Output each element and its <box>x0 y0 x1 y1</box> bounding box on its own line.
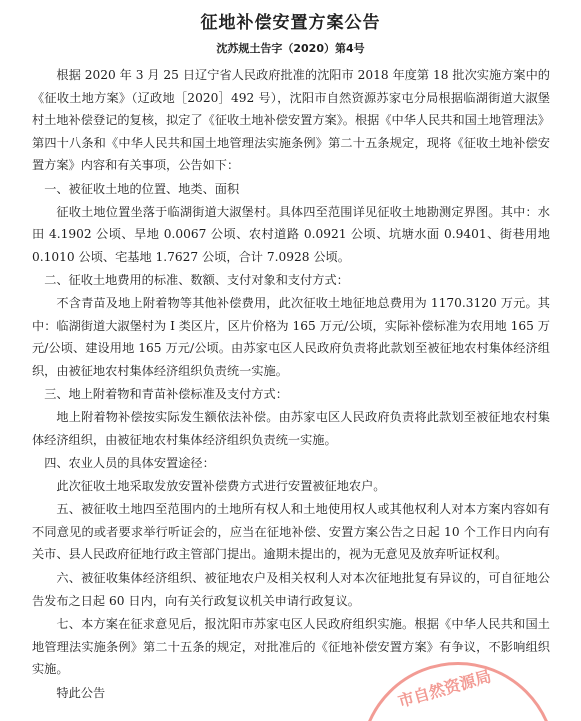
notice-body <box>32 64 550 706</box>
section-heading-3: 三、地上附着物和青苗补偿标准及支付方式： <box>44 387 288 402</box>
section-6-paragraph: 六、被征收集体经济组织、被征地农户及相关权利人对本次征地批复有异议的，可自征地公告发布之日起 60 日内，向有关行政复议机关申请行政复议。 <box>32 571 550 608</box>
section-2-paragraph: 不含青苗及地上附着物等其他补偿费用，此次征收土地征地总费用为 1170.3120 万元。其中：临湖街道大淑堡村为 I 类区片，区片价格为 165 万元/公顷，实际补偿标准为农用地 165 万元/公顷、建设用地 165 万元/公顷。由苏家屯区人民政府负责将此款划至被征地农村集体经济组织，由被征地农村集体经济组织负责统一实施。 <box>32 295 550 378</box>
closing-line: 特此公告 <box>56 686 106 701</box>
section-heading-4: 四、农业人员的具体安置途径： <box>44 456 215 471</box>
document-number: 沈苏规土告字（2020）第4号 <box>216 42 365 55</box>
intro-paragraph: 根据 2020 年 3 月 25 日辽宁省人民政府批准的沈阳市 2018 年度第 18 批次实施方案中的《征收土地方案》（辽政地［2020］492 号），沈阳市自然资源苏家屯分局根据临湖街道大淑堡村土地补偿登记的复核，拟定了《征收土地补偿安置方案》。根据《中华人民共和国土地管理法》第四十八条和《中华人民共和国土地管理法实施条例》第二十五条规定，现将《征收土地补偿安置方案》内容和有关事项，公告如下： <box>32 68 550 173</box>
section-5-paragraph: 五、被征收土地四至范围内的土地所有权人和土地使用权人或其他权利人对本方案内容如有不同意见的或者要求举行听证会的，应当在征地补偿、安置方案公告之日起 10 个工作日内向有关市、县人民政府征地行政主管部门提出。逾期未提出的，视为无意见及放弃听证权利。 <box>32 502 550 562</box>
section-4-paragraph: 此次征收土地采取发放安置补偿费方式进行安置被征地农户。 <box>56 478 386 493</box>
official-seal-text: 市自然资源局 <box>395 666 494 712</box>
section-3-paragraph: 地上附着物补偿按实际发生额依法补偿。由苏家屯区人民政府负责将此款划至被征地农村集体经济组织，由被征地农村集体经济组织负责统一实施。 <box>32 409 550 447</box>
notice-title: 征地补偿安置方案公告 <box>200 13 381 33</box>
section-1-paragraph: 征收土地位置坐落于临湖街道大淑堡村。具体四至范围详见征收土地勘测定界图。其中：水田 4.1902 公顷、旱地 0.0067 公顷、农村道路 0.0921 公顷、坑塘水面 0.9401、街巷用地 0.1010 公顷、宅基地 1.7627 公顷，合计 7.0928 公顷。 <box>32 204 550 264</box>
section-heading-1: 一、被征收土地的位置、地类、面积 <box>44 181 240 196</box>
section-7-paragraph: 七、本方案在征求意见后，报沈阳市苏家屯区人民政府组织实施。根据《中华人民共和国土地管理法实施条例》第二十五条的规定，对批准后的《征地补偿安置方案》有争议，不影响组织实施。 <box>32 617 550 677</box>
section-heading-2: 二、征收土地费用的标准、数额、支付对象和支付方式： <box>44 273 349 288</box>
